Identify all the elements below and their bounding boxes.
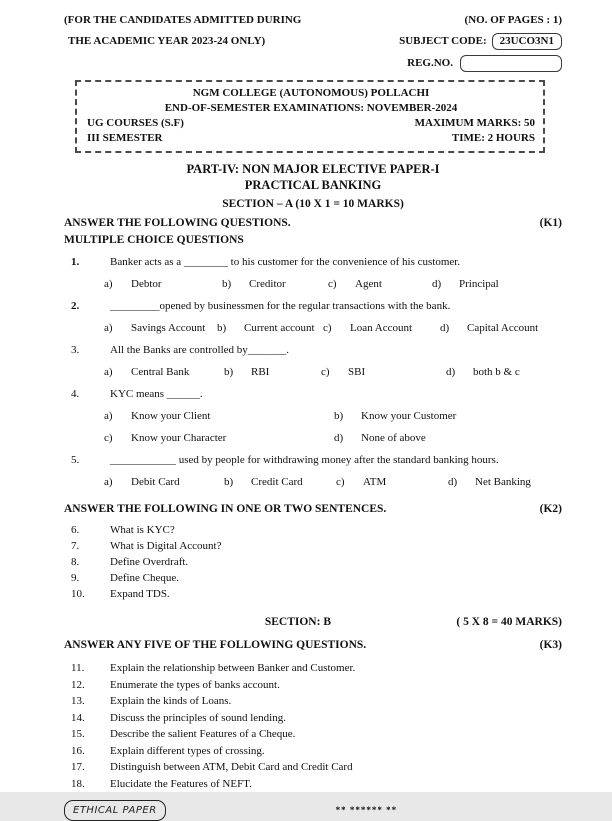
option-a: a) Savings Account [104,322,206,334]
question-17: 17. Distinguish between ATM, Debit Card and Credit Card [71,761,353,773]
question-text: _________opened by businessmen for the regular transactions with the bank. [110,300,451,312]
header-row-1 [64,14,562,27]
question-12: 12. Enumerate the types of banks account. [71,678,280,691]
subject-code-label: SUBJECT CODE: [399,35,487,47]
question-text: Banker acts as a ________ to his customer for the convenience of his customer. [110,256,461,268]
option-a: a) Debit Card [104,476,180,488]
question-1 [64,256,562,269]
question-7: 7. What is Digital Account? [71,540,222,552]
question-1-options [64,278,562,291]
question-text: All the Banks are controlled by_______. [110,344,290,356]
question-number: 2. [71,300,80,312]
option-a: a) Debtor [104,278,162,290]
question-15: 15. Describe the salient Features of a Cheque. [71,728,296,740]
section-b-instruction [64,638,562,652]
k3-badge: (K3) [539,639,562,651]
college-name: NGM COLLEGE (AUTONOMOUS) POLLACHI [192,87,430,99]
short-question-list [64,524,562,601]
question-number: 4. [71,388,80,400]
option-b: b) Creditor [222,278,286,290]
question-8: 8. Define Overdraft. [71,556,189,568]
question-number: 5. [71,454,80,466]
question-4-options-row2 [64,432,562,445]
question-9: 9. Define Cheque. [71,572,180,584]
question-13: 13. Explain the kinds of Loans. [71,695,232,707]
option-c: c) Know your Character [104,432,227,444]
option-b: b) Credit Card [224,476,303,488]
option-c: c) SBI [321,366,366,378]
option-d: d) None of above [334,432,426,444]
question-14: 14. Discuss the principles of sound lending. [71,711,286,724]
option-b: b) Know your Customer [334,410,457,422]
question-number: 1. [71,256,80,268]
semester-label: III SEMESTER [87,132,163,144]
section-b-question-list [64,662,562,791]
paper-subject-title: PRACTICAL BANKING [244,178,382,192]
question-text: ____________ used by people for withdrawing money after the standard banking hours. [110,454,499,466]
exam-info-box [75,80,545,153]
question-5-options [64,476,562,489]
subject-code-box: 23UCO3N1 [492,33,562,50]
question-text: KYC means ______. [110,388,203,400]
instruction-short-text: ANSWER THE FOLLOWING IN ONE OR TWO SENTENCES. [64,503,387,515]
k2-badge: (K2) [539,503,562,515]
question-2 [64,300,562,313]
question-3-options [64,366,562,379]
page-footer [64,800,562,821]
section-a-instruction [64,216,562,230]
admitted-note-line1: (FOR THE CANDIDATES ADMITTED DURING [64,14,302,26]
k1-badge: (K1) [539,217,562,229]
section-b-heading-row [64,615,562,629]
option-a: a) Central Bank [104,366,190,378]
end-asterisks: ** ****** ** [335,804,398,815]
instruction-b-text: ANSWER ANY FIVE OF THE FOLLOWING QUESTIONS. [64,639,367,651]
header-row-2 [64,33,562,50]
instruction-mcq-text: ANSWER THE FOLLOWING QUESTIONS. [64,217,291,229]
option-c: c) Loan Account [323,322,413,334]
paper-part-title: PART-IV: NON MAJOR ELECTIVE PAPER-I [186,162,440,176]
question-18: 18. Elucidate the Features of NEFT. [71,777,252,790]
section-a-heading: SECTION – A (10 X 1 = 10 MARKS) [222,198,404,210]
option-c: c) ATM [336,476,387,488]
question-3 [64,344,562,357]
time-label: TIME: 2 HOURS [451,132,535,144]
option-c: c) Agent [328,278,382,290]
option-b: b) Current account [217,322,315,334]
regno-label: REG.NO. [407,57,453,69]
ethical-paper-stamp: ETHICAL PAPER [64,800,166,821]
option-d: d) Net Banking [448,476,531,488]
question-6: 6. What is KYC? [71,524,175,536]
exam-title: END-OF-SEMESTER EXAMINATIONS: NOVEMBER-2024 [164,102,458,114]
question-2-options [64,322,562,335]
option-b: b) RBI [224,366,270,378]
option-d: d) Capital Account [440,322,539,334]
section-b-heading: SECTION: B [264,616,331,628]
question-16: 16. Explain different types of crossing. [71,744,265,757]
max-marks-label: MAXIMUM MARKS: 50 [414,117,535,129]
question-4-options-row1 [64,410,562,423]
mcq-title: MULTIPLE CHOICE QUESTIONS [64,234,244,246]
header-row-3 [64,55,562,72]
question-10: 10. Expand TDS. [71,588,170,600]
course-label: UG COURSES (S.F) [87,117,184,129]
option-a: a) Know your Client [104,410,211,422]
admitted-note-line2: THE ACADEMIC YEAR 2023-24 ONLY) [68,35,266,47]
pages-note: (NO. OF PAGES : 1) [464,14,562,26]
question-5 [64,454,562,467]
question-11: 11. Explain the relationship between Banker and Customer. [71,662,356,674]
option-d: d) both b & c [446,366,520,378]
section-a-short-instruction [64,502,562,516]
section-b-marks: ( 5 X 8 = 40 MARKS) [456,616,562,628]
regno-box [460,55,562,72]
option-d: d) Principal [432,278,499,290]
question-4 [64,388,562,401]
question-number: 3. [71,344,80,356]
